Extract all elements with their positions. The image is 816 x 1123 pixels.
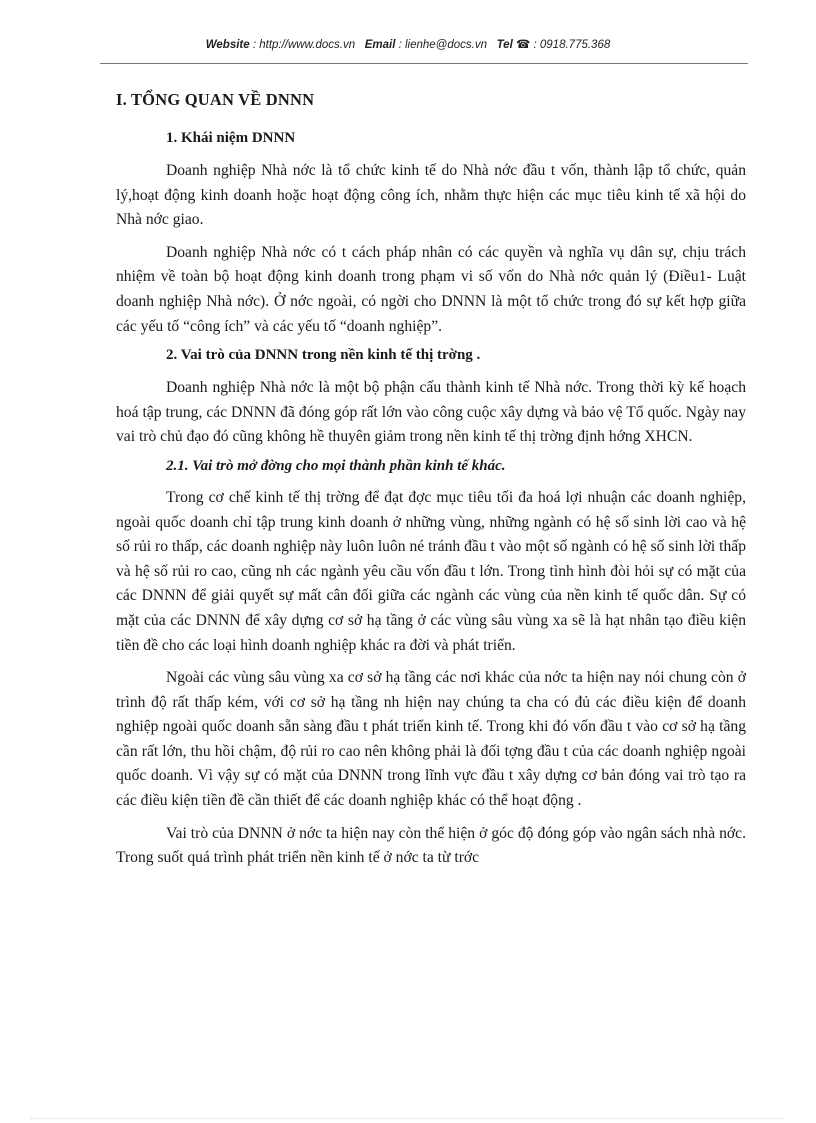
page-bottom-divider: [30, 1118, 786, 1119]
paragraph: Doanh nghiệp Nhà nớc có t cách pháp nhân có các quyền và nghĩa vụ dân sự, chịu trách nhiệm về toàn bộ hoạt động kinh doanh trong phạm vi số vốn do Nhà nớc quản lý (Điều1- Luật doanh nghiệp Nhà nớc). Ở nớc ngoài, có ngời cho DNNN là một tổ chức trong đó sự kết hợp giữa các yếu tố “công ích” và các yếu tố “doanh nghiệp”.: [116, 243, 746, 335]
tel-value: ☎ : 0918.775.368: [515, 39, 611, 51]
paragraph: Vai trò của DNNN ở nớc ta hiện nay còn thể hiện ở góc độ đóng góp vào ngân sách nhà nớc. Trong suốt quá trình phát triển nền kinh tế ở nớc ta từ trớc: [116, 824, 746, 867]
paragraph: Trong cơ chế kinh tế thị trờng để đạt đợc mục tiêu tối đa hoá lợi nhuận các doanh nghiệp, ngoài quốc doanh chỉ tập trung kinh doanh ở những vùng, những ngành có hệ số sinh lời cao và hệ số rủi ro thấp, các doanh nghiệp này luôn luôn né tránh đầu t vào một số ngành có hệ số sinh lời thấp và hệ số rủi ro cao, cũng nh các ngành yêu cầu vốn đầu t lớn. Trong tình hình đòi hỏi sự có mặt của các DNNN để giải quyết sự mất cân đối giữa các ngành các vùng của nền kinh tế quốc dân. Sự có mặt của các DNNN để xây dựng cơ sở hạ tầng ở các vùng sâu vùng xa sẽ là hạt nhân tạo điều kiện tiền đề cho các loại hình doanh nghiệp khác ra đời và phát triển.: [116, 488, 746, 654]
paragraph: Doanh nghiệp Nhà nớc là tổ chức kinh tế do Nhà nớc đầu t vốn, thành lập tổ chức, quản lý,hoạt động kinh doanh hoặc hoạt động công ích, nhằm thực hiện các mục tiêu kinh tế xã hội do Nhà nớc giao.: [116, 162, 746, 229]
paragraph: Doanh nghiệp Nhà nớc là một bộ phận cấu thành kinh tế Nhà nớc. Trong thời kỳ kế hoạch hoá tập trung, các DNNN đã đóng góp rất lớn vào công cuộc xây dựng và bảo vệ Tổ quốc. Ngày nay vai trò chủ đạo đó cũng không hề thuyên giảm trong nền kinh tế thị trờng định hớng XHCN.: [116, 379, 746, 446]
website-label: Website: [205, 39, 250, 51]
page-header: [0, 37, 816, 51]
section-1-heading: 1. Khái niệm DNNN: [166, 130, 296, 146]
email-label: Email: [364, 39, 396, 51]
tel-label: Tel: [496, 39, 513, 51]
document-title: I. TỔNG QUAN VỀ DNNN: [116, 90, 315, 109]
website-link[interactable]: : http://www.docs.vn: [252, 39, 356, 51]
section-2-heading: 2. Vai trò của DNNN trong nền kinh tế thị trờng .: [166, 347, 481, 364]
email-link[interactable]: : lienhe@docs.vn: [398, 39, 487, 51]
section-2-1-heading: 2.1. Vai trò mở đờng cho mọi thành phần kinh tế khác.: [166, 457, 506, 474]
paragraph: Ngoài các vùng sâu vùng xa cơ sở hạ tầng các nơi khác của nớc ta hiện nay nói chung còn ở trình độ rất thấp kém, với cơ sở hạ tầng nh hiện nay chúng ta cha có đủ các điều kiện để doanh nghiệp ngoài quốc doanh sẵn sàng đầu t phát triển kinh tế. Trong khi đó vốn đầu t vào cơ sở hạ tầng cần rất lớn, thu hồi chậm, độ rủi ro cao nên không phải là đối tợng đầu t của các doanh nghiệp ngoài quốc doanh. Vì vậy sự có mặt của DNNN trong lĩnh vực đầu t xây dựng cơ bản đóng vai trò tạo ra các điều kiện tiền đề cần thiết để các doanh nghiệp khác có thể hoạt động .: [116, 669, 746, 810]
header-divider: [100, 63, 748, 64]
document-body: [116, 86, 746, 879]
